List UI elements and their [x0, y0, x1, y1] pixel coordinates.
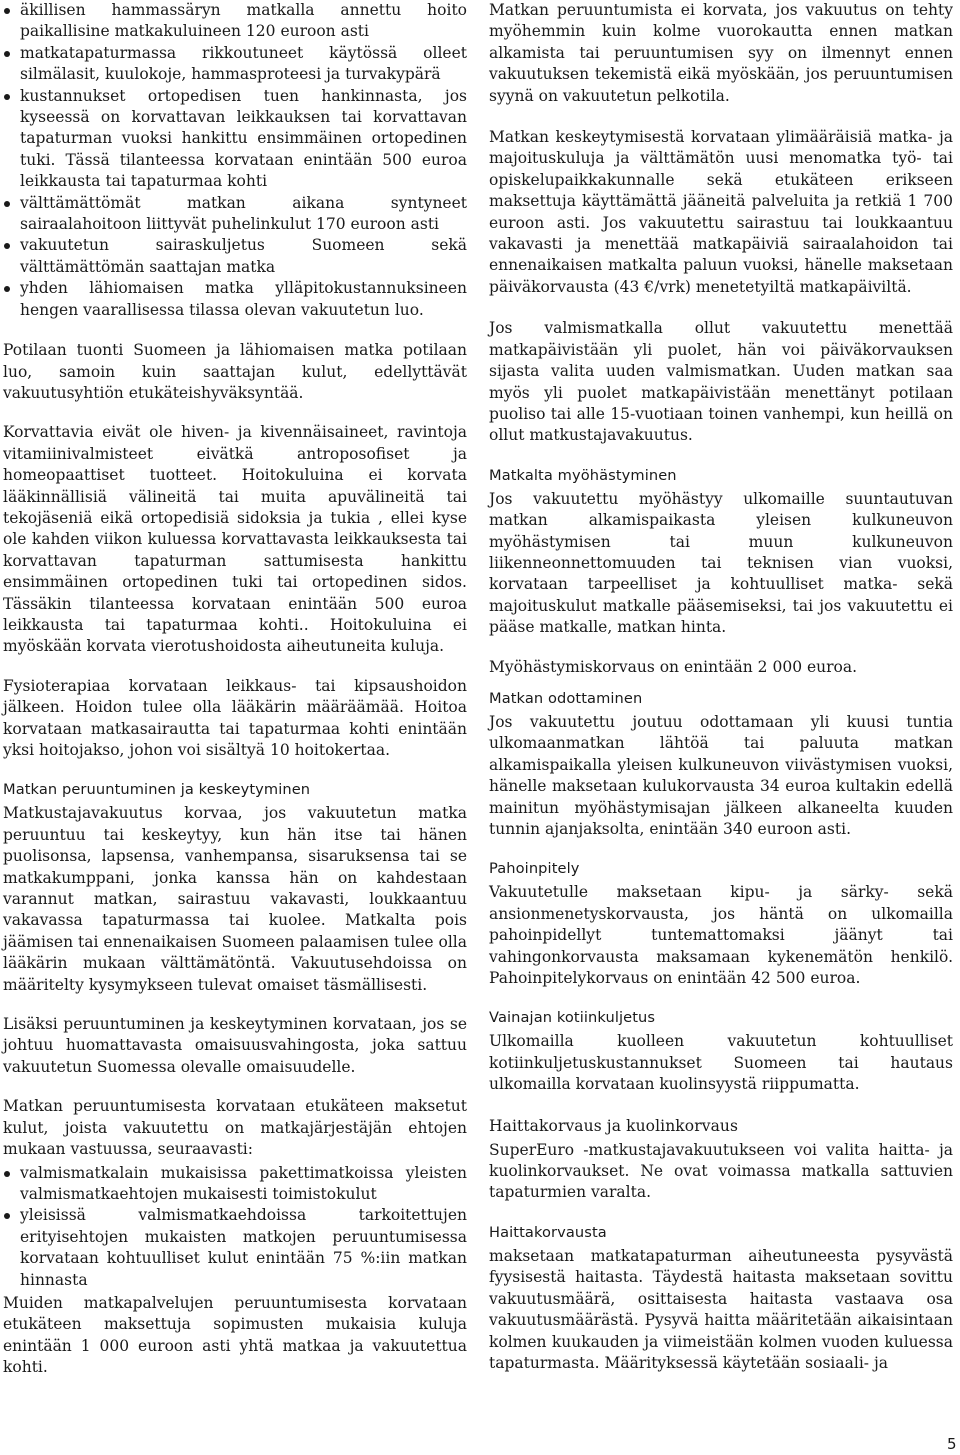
delay-heading: Matkalta myöhästyminen — [489, 466, 677, 484]
bullet-icon — [4, 51, 10, 57]
cancel-conditions-paragraph: Matkan peruuntumista ei korvata, jos vakuutus on tehty myöhemmin kuin kolme vuorokautta ennen matkan alkamista tai peruuntumisen syy on ilmennyt ennen vakuutuksen tekemistä eikä myöskään, jos peruuntumisen syynä on vakuutetun pelkotila. — [489, 1, 953, 105]
right-column — [489, 0, 953, 1392]
coverage-list — [3, 0, 467, 321]
transport-paragraph: Potilaan tuonti Suomeen ja lähiomaisen matka potilaan luo, samoin kuin saattajan kulut, edellyttävät vakuutusyhtiön etukäteishyväksyntää. — [3, 341, 467, 402]
delay-paragraph: Jos vakuutettu myöhästyy ulkomaille suuntautuvan matkan alkamispaikasta yleisen kulkuneuvon myöhästymisen tai muun kulkuneuvon liikenneonnettomuuden tai teknisen vian vuoksi, korvataan tarpeelliset ja kohtuulliset matka- sekä majoituskulut matkalle pääsemiseksi, tai jos vakuutettu ei pääse matkalle, matkan hinta. — [489, 489, 953, 637]
property-damage-paragraph: Lisäksi peruuntuminen ja keskeytyminen korvataan, jos se johtuu huomattavasta omaisuusvahingosta, joka sattuu vakuutetun Suomessa olevalle omaisuudelle. — [3, 1015, 467, 1076]
repatriation-heading: Vainajan kotiinkuljetus — [489, 1009, 656, 1027]
cancellation-list — [3, 1163, 467, 1291]
waiting-heading: Matkan odottaminen — [489, 689, 643, 707]
bullet-icon — [4, 243, 10, 249]
left-column — [3, 0, 467, 1397]
interruption-paragraph: Matkan keskeytymisestä korvataan ylimääräisiä matka- ja majoituskuluja ja välttämätön uusi menomatka työ- tai opiskelupaikkakunnalle sekä etukäteen erikseen maksettuja käyttämättä jääneitä palveluita ja retkiä 1 700 euroon asti. Jos vakuutettu sairastuu tai loukkaantuu vakavasti ja menettää matkapäiviä sairaalahoidon tai ennenaikaisen matkalta paluun vuoksi, hänelle maksetaan päiväkorvausta (43 €/vrk) menetetyiltä matkapäiviltä. — [489, 128, 953, 296]
cancellation-heading: Matkan peruuntuminen ja keskeytyminen — [3, 781, 311, 799]
disability-paragraph: maksetaan matkatapaturman aiheutuneesta pysyvästä fyysisestä haitasta. Täydestä haitasta maksetaan sovittu vakuutusmäärä, osittaisesta haitasta vastaava osa vakuutusmäärästä. Pysyvä haitta määritetään aikaisintaan kolmen kuukauden ja viimeistään kolmen vuoden kuluessa tapaturmasta. Määrityksessä käytetään sosiaali- ja — [489, 1246, 953, 1372]
list-item — [3, 0, 467, 43]
list-item-text: vakuutetun sairaskuljetus Suomeen sekä välttämättömän saattajan matka — [20, 236, 467, 276]
list-item-text: äkillisen hammassäryn matkalla annettu hoito paikallisine matkakuluineen 120 euroon asti — [20, 1, 467, 41]
list-item-text: kustannukset ortopedisen tuen hankinnasta, jos kyseessä on korvattavan leikkauksen tai korvattavan tapaturman vuoksi hankittu ensimmäinen ortopedinen tuki. Tässä tilanteessa korvataan enintään 500 euroa leikkausta tai tapaturmaa kohti — [20, 86, 467, 191]
disability-death-heading: Haittakorvaus ja kuolinkorvaus — [489, 1116, 739, 1135]
delay-limit-paragraph: Myöhästymiskorvaus on enintään 2 000 euroa. — [489, 657, 858, 676]
cancellation-costs-paragraph: Matkan peruuntumisesta korvataan etukäteen maksetut kulut, joista vakuutettu on matkajärjestäjän ehtojen mukaan vastuussa, seuraavasti: — [3, 1097, 467, 1159]
assault-heading: Pahoinpitely — [489, 860, 580, 878]
physiotherapy-paragraph: Fysioterapiaa korvataan leikkaus- tai kipsaushoidon jälkeen. Hoidon tulee olla lääkärin määräämää. Hoitoa korvataan matkasairautta tai tapaturmaa kohti enintään yksi hoitojakso, johon voi sisältyä 10 hoitokertaa. — [3, 676, 467, 759]
list-item-text: valmismatkalain mukaisissa pakettimatkoissa yleisten valmismatkaehtojen mukaisesti toimistokulut — [20, 1163, 467, 1203]
bullet-icon — [4, 1213, 10, 1219]
bullet-icon — [4, 8, 10, 14]
list-item-text: välttämättömät matkan aikana syntyneet sairaalahoitoon liittyvät puhelinkulut 170 euroon asti — [20, 193, 467, 234]
list-item-text: yleisissä valmismatkaehdoissa tarkoitettujen erityisehtojen mukaisten matkojen peruuntumisessa korvataan kohtuulliset kulut enintään 75 %:iin matkan hinnasta — [20, 1206, 467, 1289]
bullet-icon — [4, 1171, 10, 1177]
page-number: 5 — [947, 1435, 957, 1453]
disability-heading: Haittakorvausta — [489, 1223, 607, 1241]
list-item — [3, 1205, 467, 1291]
waiting-paragraph: Jos vakuutettu joutuu odottamaan yli kuusi tuntia ulkomaanmatkan lähtöä tai paluuta matkan alkamispaikalla yleisen kulkuneuvon viivästymisen vuoksi, hänelle maksetaan kulukorvausta 34 euroa kultakin edellä mainitun myöhästymisajan jälkeen alkaneelta kuuden tunnin ajanjaksolta, enintään 340 euroon asti. — [489, 712, 953, 838]
cancellation-paragraph: Matkustajavakuutus korvaa, jos vakuutetun matka peruuntuu tai keskeytyy, kun hän itse tai hänen puolisonsa, lapsensa, vanhempansa, sisaruksensa tai se matkakumppani, jonka kanssa hän on kahdestaan varannut matkan, sairastuu vakavasti, loukkaantuu vakavassa tapaturmassa tai kuolee. Matkalta pois jäämisen tai ennenaikaisen Suomeen palaamisen tulee olla lääkärin mukaan välttämätöntä. Vakuutusehdoissa on määritelty kysymykseen tulevat omaiset täsmällisesti. — [3, 804, 467, 994]
list-item — [3, 278, 467, 321]
list-item-text: yhden lähiomaisen matka ylläpitokustannuksineen hengen vaarallisessa tilassa olevan vakuutetun luo. — [20, 279, 467, 319]
bullet-icon — [4, 286, 10, 292]
list-item — [3, 235, 467, 278]
exclusions-paragraph: Korvattavia eivät ole hiven- ja kivennäisaineet, ravintoja vitamiinivalmisteet eivätkä antroposofiset ja homeopaattiset tuotteet. Hoitokuluina ei korvata lääkinnällisiä välineitä tai muita apuvälineitä tai tekojäseniä eikä ortopedisiä sidoksia ja tukia , ellei kyse ole kahden viikon kuluessa korvattavasta leikkauksesta tai korvattavan tapaturman sattumisesta hankittu ensimmäinen ortopedinen tuki tai ortopedinen sidos. Tässäkin tilanteessa korvataan enintään 500 euroa leikkausta tai tapaturmaa kohti.. Hoitokuluina ei myöskään korvata vierotushoidosta aiheutuneita kuluja. — [3, 423, 467, 656]
list-item — [3, 86, 467, 193]
other-services-paragraph: Muiden matkapalvelujen peruuntumisesta korvataan etukäteen maksettuja sopimusten mukaisia kuluja enintään 1 000 euroon asti yhtä matkaa ja vakuutettua kohti. — [3, 1293, 467, 1377]
list-item — [3, 1163, 467, 1206]
list-item-text: matkatapaturmassa rikkoutuneet käytössä olleet silmälasit, kuulokoje, hammasproteesi ja turvakypärä — [20, 43, 467, 84]
new-trip-paragraph: Jos valmismatkalla ollut vakuutettu menettää matkapäivistään yli puolet, hän voi päiväkorvauksen sijasta valita uuden valmismatkan. Uuden matkan saa myös yli puolet matkapäivistään menettänyt potilaan puoliso tai alle 15-vuotiaan toinen vanhempi, kun heillä on ollut matkustajavakuutus. — [489, 319, 953, 445]
assault-paragraph: Vakuutetulle maksetaan kipu- ja särky- sekä ansionmenetyskorvausta, jos häntä on ulkomailla pahoinpidellyt tuntemattomaksi jäänyt tai vahingonkorvausta maksamaan kykenemätön henkilö. Pahoinpitelykorvaus on enintään 42 500 euroa. — [489, 883, 953, 988]
bullet-icon — [4, 94, 10, 100]
list-item — [3, 43, 467, 86]
disability-death-paragraph: SuperEuro -matkustajavakuutukseen voi valita haitta- ja kuolinkorvaukset. Ne ovat voimassa matkalla sattuvien tapaturmien varalta. — [489, 1140, 953, 1202]
bullet-icon — [4, 201, 10, 207]
list-item — [3, 193, 467, 236]
repatriation-paragraph: Ulkomailla kuolleen vakuutetun kohtuulliset kotiinkuljetuskustannukset Suomeen tai hautaus ulkomailla korvataan kuolinsyystä riippumatta. — [489, 1032, 953, 1094]
